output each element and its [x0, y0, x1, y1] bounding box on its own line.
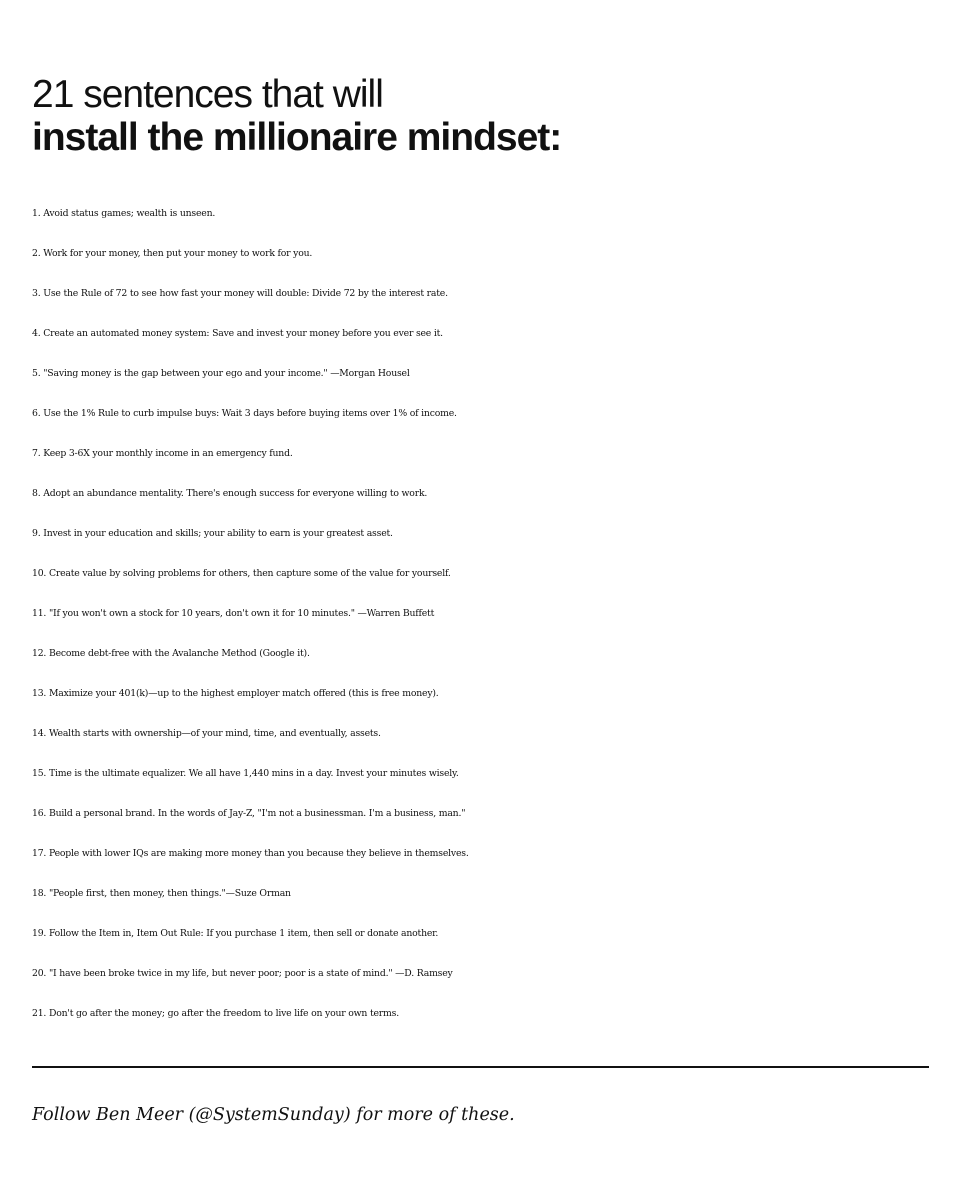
list-item-14: 14. Wealth starts with ownership—of your mind, time, and eventually, assets.	[32, 728, 381, 739]
list-item-18: 18. "People first, then money, then things."—Suze Orman	[32, 888, 291, 899]
title-line-2: install the millionaire mindset:	[32, 116, 562, 159]
list-item-10: 10. Create value by solving problems for others, then capture some of the value for yourself.	[32, 568, 451, 579]
list-item-12: 12. Become debt-free with the Avalanche Method (Google it).	[32, 648, 310, 659]
list-item-21: 21. Don't go after the money; go after the freedom to live life on your own terms.	[32, 1008, 399, 1019]
list-item-4: 4. Create an automated money system: Save and invest your money before you ever see it.	[32, 328, 443, 339]
list-item-8: 8. Adopt an abundance mentality. There's enough success for everyone willing to work.	[32, 488, 428, 499]
list-item-17: 17. People with lower IQs are making more money than you because they believe in themselves.	[32, 848, 469, 859]
content-area	[32, 72, 932, 1019]
list-item-19: 19. Follow the Item in, Item Out Rule: If you purchase 1 item, then sell or donate another.	[32, 928, 439, 939]
list-item-16: 16. Build a personal brand. In the words of Jay-Z, "I'm not a businessman. I'm a business, man."	[32, 808, 466, 819]
sentence-list	[32, 194, 932, 1034]
title-line-1: 21 sentences that will	[32, 73, 383, 116]
list-item-7: 7. Keep 3-6X your monthly income in an emergency fund.	[32, 448, 293, 459]
list-item-5: 5. "Saving money is the gap between your ego and your income." —Morgan Housel	[32, 368, 410, 379]
list-item-15: 15. Time is the ultimate equalizer. We all have 1,440 mins in a day. Invest your minutes wisely.	[32, 768, 459, 779]
list-item-3: 3. Use the Rule of 72 to see how fast your money will double: Divide 72 by the interest rate.	[32, 288, 448, 299]
list-item-13: 13. Maximize your 401(k)—up to the highest employer match offered (this is free money).	[32, 688, 439, 699]
list-item-6: 6. Use the 1% Rule to curb impulse buys: Wait 3 days before buying items over 1% of income.	[32, 408, 457, 419]
divider	[32, 1066, 929, 1068]
list-item-20: 20. "I have been broke twice in my life, but never poor; poor is a state of mind." —D. Ramsey	[32, 968, 453, 979]
footer-credit: Follow Ben Meer (@SystemSunday) for more of these.	[32, 1105, 515, 1125]
list-item-9: 9. Invest in your education and skills; your ability to earn is your greatest asset.	[32, 528, 393, 539]
list-item-11: 11. "If you won't own a stock for 10 years, don't own it for 10 minutes." —Warren Buffett	[32, 608, 435, 619]
list-item-2: 2. Work for your money, then put your money to work for you.	[32, 248, 313, 259]
list-item-1: 1. Avoid status games; wealth is unseen.	[32, 208, 216, 219]
